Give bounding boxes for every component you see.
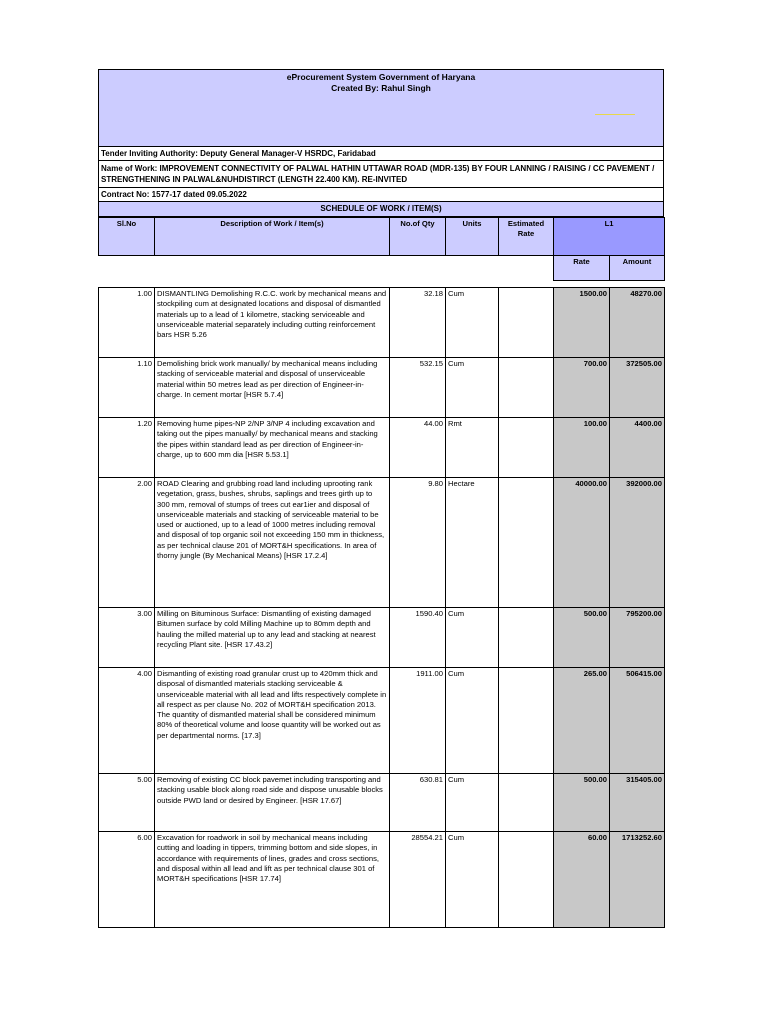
item-amount: 48270.00 <box>610 288 665 358</box>
col-l1: L1 <box>554 218 665 256</box>
items-body <box>99 288 665 928</box>
item-amount: 372505.00 <box>610 358 665 418</box>
item-quantity: 532.15 <box>390 358 446 418</box>
col-est: Estimated Rate <box>499 218 554 256</box>
item-unit: Cum <box>446 608 499 668</box>
col-qty: No.of Qty <box>390 218 446 256</box>
item-quantity: 1911.00 <box>390 668 446 774</box>
table-row <box>99 288 665 358</box>
item-estimated-rate <box>499 418 554 478</box>
item-rate: 700.00 <box>554 358 610 418</box>
item-number: 1.20 <box>99 418 155 478</box>
item-description: Dismantling of existing road granular crust up to 420mm thick and disposal of dismantled materials stacking serviceable & unserviceable material with all lead and lifts respectively complete in all respect as per clause No. 202 of MORT&H specification 2013. The quantity of dismantled material shall be considered minimum 80% of theoretical volume and loose quantity will be worked out as per departmental norms. [17.3] <box>155 668 390 774</box>
item-rate: 1500.00 <box>554 288 610 358</box>
item-amount: 392000.00 <box>610 478 665 608</box>
item-rate: 60.00 <box>554 832 610 928</box>
item-description: Demolishing brick work manually/ by mechanical means including stacking of serviceable material and disposal of unserviceable material within 50 metres lead as per direction of Engineer-in-charge. In cement mortar [HSR 5.7.4] <box>155 358 390 418</box>
item-rate: 100.00 <box>554 418 610 478</box>
yellow-mark <box>595 114 635 115</box>
item-number: 5.00 <box>99 774 155 832</box>
item-estimated-rate <box>499 608 554 668</box>
item-unit: Cum <box>446 668 499 774</box>
item-unit: Cum <box>446 832 499 928</box>
item-description: ROAD Clearing and grubbing road land including uprooting rank vegetation, grass, bushes, shrubs, saplings and trees girth up to 300 mm, removal of stumps of trees cut ear1ier and disposal of unserviceable materials and stacking of serviceable material to be used or auctioned, up to a lead of 1000 metres including removal and disposal of top organic soil not exceeding 150 mm in thickness, as per technical clause 201 of MORT&H specifications. In area of thorny jungle (By Mechanical Means) [HSR 17.2.4] <box>155 478 390 608</box>
item-amount: 1713252.60 <box>610 832 665 928</box>
col-slno: Sl.No <box>99 218 155 256</box>
item-number: 1.10 <box>99 358 155 418</box>
col-amount: Amount <box>610 256 665 281</box>
table-row <box>99 608 665 668</box>
item-number: 1.00 <box>99 288 155 358</box>
item-estimated-rate <box>499 358 554 418</box>
item-number: 6.00 <box>99 832 155 928</box>
item-rate: 500.00 <box>554 774 610 832</box>
subheader-row <box>99 256 665 281</box>
table-row <box>99 418 665 478</box>
item-rate: 40000.00 <box>554 478 610 608</box>
item-quantity: 1590.40 <box>390 608 446 668</box>
item-estimated-rate <box>499 774 554 832</box>
item-quantity: 630.81 <box>390 774 446 832</box>
item-amount: 4400.00 <box>610 418 665 478</box>
item-description: Milling on Bituminous Surface: Dismantling of existing damaged Bitumen surface by cold Milling Machine up to 80mm depth and hauling the milled material up to any lead and stacking at nearest recycling Plant site. [HSR 17.43.2] <box>155 608 390 668</box>
item-description: DISMANTLING Demolishing R.C.C. work by mechanical means and stockpiling cum at designated locations and disposal of dismantled materials up to a lead of 1 kilometre, stacking serviceable and unserviceable material separately including cutting reinforcement bars HSR 5.26 <box>155 288 390 358</box>
item-rate: 265.00 <box>554 668 610 774</box>
banner-creator: Created By: Rahul Singh <box>331 83 431 93</box>
item-estimated-rate <box>499 288 554 358</box>
item-estimated-rate <box>499 832 554 928</box>
item-unit: Rmt <box>446 418 499 478</box>
column-header-row <box>99 218 665 256</box>
item-rate: 500.00 <box>554 608 610 668</box>
item-quantity: 44.00 <box>390 418 446 478</box>
item-quantity: 28554.21 <box>390 832 446 928</box>
item-number: 4.00 <box>99 668 155 774</box>
authority-row: Tender Inviting Authority: Deputy General Manager-V HSRDC, Faridabad <box>98 147 664 161</box>
item-unit: Cum <box>446 774 499 832</box>
item-description: Removing of existing CC block pavemet including transporting and stacking usable block along road side and dispose unusable blocks outside PWD land or desired by Engineer. [HSR 17.67] <box>155 774 390 832</box>
item-amount: 315405.00 <box>610 774 665 832</box>
boq-sheet <box>98 69 664 928</box>
item-quantity: 9.80 <box>390 478 446 608</box>
sheet-banner <box>98 69 664 147</box>
col-rate: Rate <box>554 256 610 281</box>
item-quantity: 32.18 <box>390 288 446 358</box>
banner-title: eProcurement System Government of Haryana <box>286 72 476 82</box>
schedule-title: SCHEDULE OF WORK / ITEM(S) <box>98 202 664 217</box>
table-row <box>99 668 665 774</box>
item-number: 2.00 <box>99 478 155 608</box>
item-amount: 506415.00 <box>610 668 665 774</box>
item-unit: Cum <box>446 358 499 418</box>
item-unit: Hectare <box>446 478 499 608</box>
item-description: Excavation for roadwork in soil by mechanical means including cutting and loading in tippers, trimming bottom and side slopes, in accordance with requirements of lines, grades and cross sections, and disposal within all lead and lift as per technical clause 301 of MORT&H specifications [HSR 17.74] <box>155 832 390 928</box>
item-estimated-rate <box>499 668 554 774</box>
table-row <box>99 478 665 608</box>
item-unit: Cum <box>446 288 499 358</box>
item-description: Removing hume pipes-NP 2/NP 3/NP 4 including excavation and taking out the pipes manually/ by mechanical means and stacking the pipes within standard lead as per direction of Engineer-in-charge, up to 600 mm dia [HSR 5.53.1] <box>155 418 390 478</box>
col-desc: Description of Work / Item(s) <box>155 218 390 256</box>
contract-row: Contract No: 1577-17 dated 09.05.2022 <box>98 188 664 202</box>
col-units: Units <box>446 218 499 256</box>
item-amount: 795200.00 <box>610 608 665 668</box>
table-row <box>99 832 665 928</box>
table-row <box>99 358 665 418</box>
table-row <box>99 774 665 832</box>
name-of-work-row: Name of Work: IMPROVEMENT CONNECTIVITY OF PALWAL HATHIN UTTAWAR ROAD (MDR-135) BY FOUR LANNING / RAISING / CC PAVEMENT / STRENGTHENING IN PALWAL&NUHDISTIRCT (LENGTH 22.400 KM). RE-INVITED <box>98 161 664 188</box>
item-number: 3.00 <box>99 608 155 668</box>
item-estimated-rate <box>499 478 554 608</box>
schedule-table <box>98 217 665 928</box>
